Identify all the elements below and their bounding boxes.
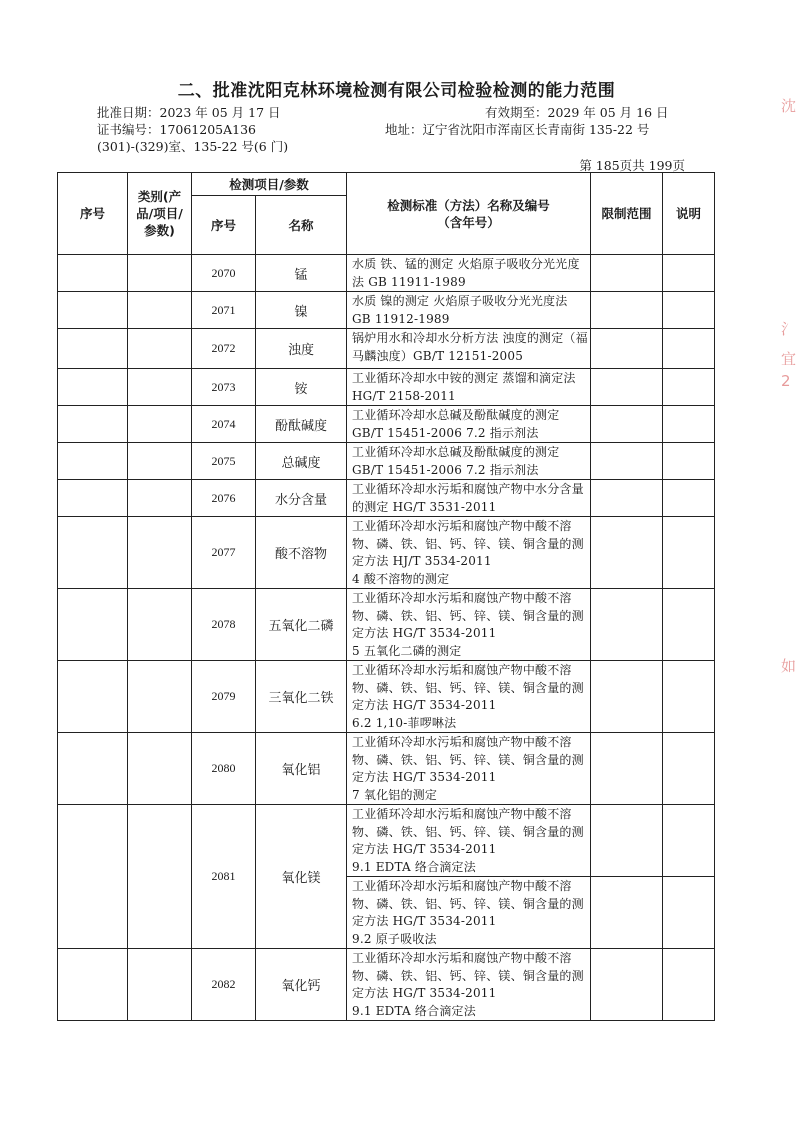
capability-table bbox=[57, 172, 715, 1021]
item-number: 2079 bbox=[192, 661, 256, 733]
item-number: 2082 bbox=[192, 949, 256, 1021]
table-row bbox=[58, 406, 715, 443]
table-row bbox=[58, 949, 715, 1021]
valid-until: 有效期至：2029 年 05 月 16 日 bbox=[485, 105, 669, 120]
standard-clause: 5 五氧化二磷的测定 bbox=[352, 643, 462, 658]
standard-clause: 6.2 1,10-菲啰啉法 bbox=[352, 715, 457, 730]
table-row bbox=[58, 480, 715, 517]
standard-text: 工业循环冷却水污垢和腐蚀产物中水分含量的测定 HG/T 3531-2011 bbox=[347, 480, 591, 517]
standard-name: 工业循环冷却水污垢和腐蚀产物中酸不溶物、磷、铁、铝、钙、锌、镁、铜含量的测定方法 HJ/T 3534-2011 bbox=[352, 519, 584, 568]
header-category: 类别(产品/项目/参数) bbox=[128, 173, 192, 255]
standard-text bbox=[347, 661, 591, 733]
standard-clause: 7 氧化铝的测定 bbox=[352, 787, 438, 802]
item-number: 2074 bbox=[192, 406, 256, 443]
standard-name: 工业循环冷却水污垢和腐蚀产物中酸不溶物、磷、铁、铝、钙、锌、镁、铜含量的测定方法 HG/T 3534-2011 bbox=[352, 591, 584, 640]
item-number: 2080 bbox=[192, 733, 256, 805]
standard-clause: 9.1 EDTA 络合滴定法 bbox=[352, 859, 476, 874]
item-name: 三氧化二铁 bbox=[256, 661, 347, 733]
table-row bbox=[58, 443, 715, 480]
item-number: 2078 bbox=[192, 589, 256, 661]
table-row bbox=[58, 517, 715, 589]
standard-name: 工业循环冷却水污垢和腐蚀产物中酸不溶物、磷、铁、铝、钙、锌、镁、铜含量的测定方法 HG/T 3534-2011 bbox=[352, 735, 584, 784]
item-name: 镍 bbox=[256, 292, 347, 329]
stamp-fragment: 氵 bbox=[781, 320, 796, 338]
item-number: 2072 bbox=[192, 329, 256, 369]
item-number: 2081 bbox=[192, 805, 256, 949]
item-number: 2073 bbox=[192, 369, 256, 406]
standard-text: 水质 铁、锰的测定 火焰原子吸收分光光度法 GB 11911-1989 bbox=[347, 255, 591, 292]
standard-text: 工业循环冷却水总碱及酚酞碱度的测定 GB/T 15451-2006 7.2 指示剂法 bbox=[347, 406, 591, 443]
stamp-fragment: 沈 bbox=[781, 97, 796, 115]
standard-text bbox=[347, 805, 591, 877]
standard-clause: 9.1 EDTA 络合滴定法 bbox=[352, 1003, 476, 1018]
approval-date: 批准日期：2023 年 05 月 17 日 bbox=[97, 105, 281, 120]
standard-text: 水质 镍的测定 火焰原子吸收分光光度法 GB 11912-1989 bbox=[347, 292, 591, 329]
standard-text: 工业循环冷却水中铵的测定 蒸馏和滴定法 HG/T 2158-2011 bbox=[347, 369, 591, 406]
item-name: 五氧化二磷 bbox=[256, 589, 347, 661]
standard-name: 工业循环冷却水污垢和腐蚀产物中酸不溶物、磷、铁、铝、钙、锌、镁、铜含量的测定方法 HG/T 3534-2011 bbox=[352, 879, 584, 928]
item-number: 2076 bbox=[192, 480, 256, 517]
table-row bbox=[58, 661, 715, 733]
table-row bbox=[58, 255, 715, 292]
table-row bbox=[58, 369, 715, 406]
standard-clause: 4 酸不溶物的测定 bbox=[352, 571, 450, 586]
standard-name: 工业循环冷却水污垢和腐蚀产物中酸不溶物、磷、铁、铝、钙、锌、镁、铜含量的测定方法 HG/T 3534-2011 bbox=[352, 951, 584, 1000]
standard-text: 锅炉用水和冷却水分析方法 浊度的测定（福马麟浊度）GB/T 12151-2005 bbox=[347, 329, 591, 369]
standard-text bbox=[347, 517, 591, 589]
address-continued: (301)-(329)室、135-22 号(6 门) bbox=[97, 139, 289, 154]
item-name: 氧化铝 bbox=[256, 733, 347, 805]
standard-text bbox=[347, 877, 591, 949]
standard-text bbox=[347, 733, 591, 805]
stamp-fragment: 宜 bbox=[781, 350, 796, 368]
header-standard: 检测标准（方法）名称及编号（含年号） bbox=[347, 173, 591, 255]
item-name: 浊度 bbox=[256, 329, 347, 369]
header-remark: 说明 bbox=[663, 173, 715, 255]
address: 地址：辽宁省沈阳市浑南区长青南街 135-22 号 bbox=[385, 122, 650, 137]
item-name: 氧化钙 bbox=[256, 949, 347, 1021]
item-name: 水分含量 bbox=[256, 480, 347, 517]
standard-name: 工业循环冷却水污垢和腐蚀产物中酸不溶物、磷、铁、铝、钙、锌、镁、铜含量的测定方法 HG/T 3534-2011 bbox=[352, 807, 584, 856]
page-title: 二、批准沈阳克林环境检测有限公司检验检测的能力范围 bbox=[177, 81, 616, 101]
stamp-fragment: 2 bbox=[781, 372, 791, 390]
item-name: 酸不溶物 bbox=[256, 517, 347, 589]
item-name: 酚酞碱度 bbox=[256, 406, 347, 443]
stamp-fragment: 如 bbox=[781, 657, 796, 675]
item-name: 铵 bbox=[256, 369, 347, 406]
header-item-name: 名称 bbox=[256, 196, 347, 255]
header-seq: 序号 bbox=[58, 173, 128, 255]
standard-text bbox=[347, 949, 591, 1021]
table-row bbox=[58, 733, 715, 805]
table-row bbox=[58, 329, 715, 369]
standard-clause: 9.2 原子吸收法 bbox=[352, 931, 437, 946]
item-name: 总碱度 bbox=[256, 443, 347, 480]
header-limit: 限制范围 bbox=[591, 173, 663, 255]
table-row bbox=[58, 292, 715, 329]
standard-name: 工业循环冷却水污垢和腐蚀产物中酸不溶物、磷、铁、铝、钙、锌、镁、铜含量的测定方法 HG/T 3534-2011 bbox=[352, 663, 584, 712]
standard-text: 工业循环冷却水总碱及酚酞碱度的测定 GB/T 15451-2006 7.2 指示剂法 bbox=[347, 443, 591, 480]
header-test-item-group: 检测项目/参数 bbox=[192, 173, 347, 196]
item-name: 氧化镁 bbox=[256, 805, 347, 949]
header-item-no: 序号 bbox=[192, 196, 256, 255]
table-row bbox=[58, 589, 715, 661]
item-number: 2071 bbox=[192, 292, 256, 329]
item-number: 2070 bbox=[192, 255, 256, 292]
item-name: 锰 bbox=[256, 255, 347, 292]
page-number: 第 185页共 199页 bbox=[579, 158, 685, 173]
certificate-number: 证书编号：17061205A136 bbox=[97, 122, 257, 137]
table-row bbox=[58, 805, 715, 877]
standard-text bbox=[347, 589, 591, 661]
item-number: 2077 bbox=[192, 517, 256, 589]
item-number: 2075 bbox=[192, 443, 256, 480]
